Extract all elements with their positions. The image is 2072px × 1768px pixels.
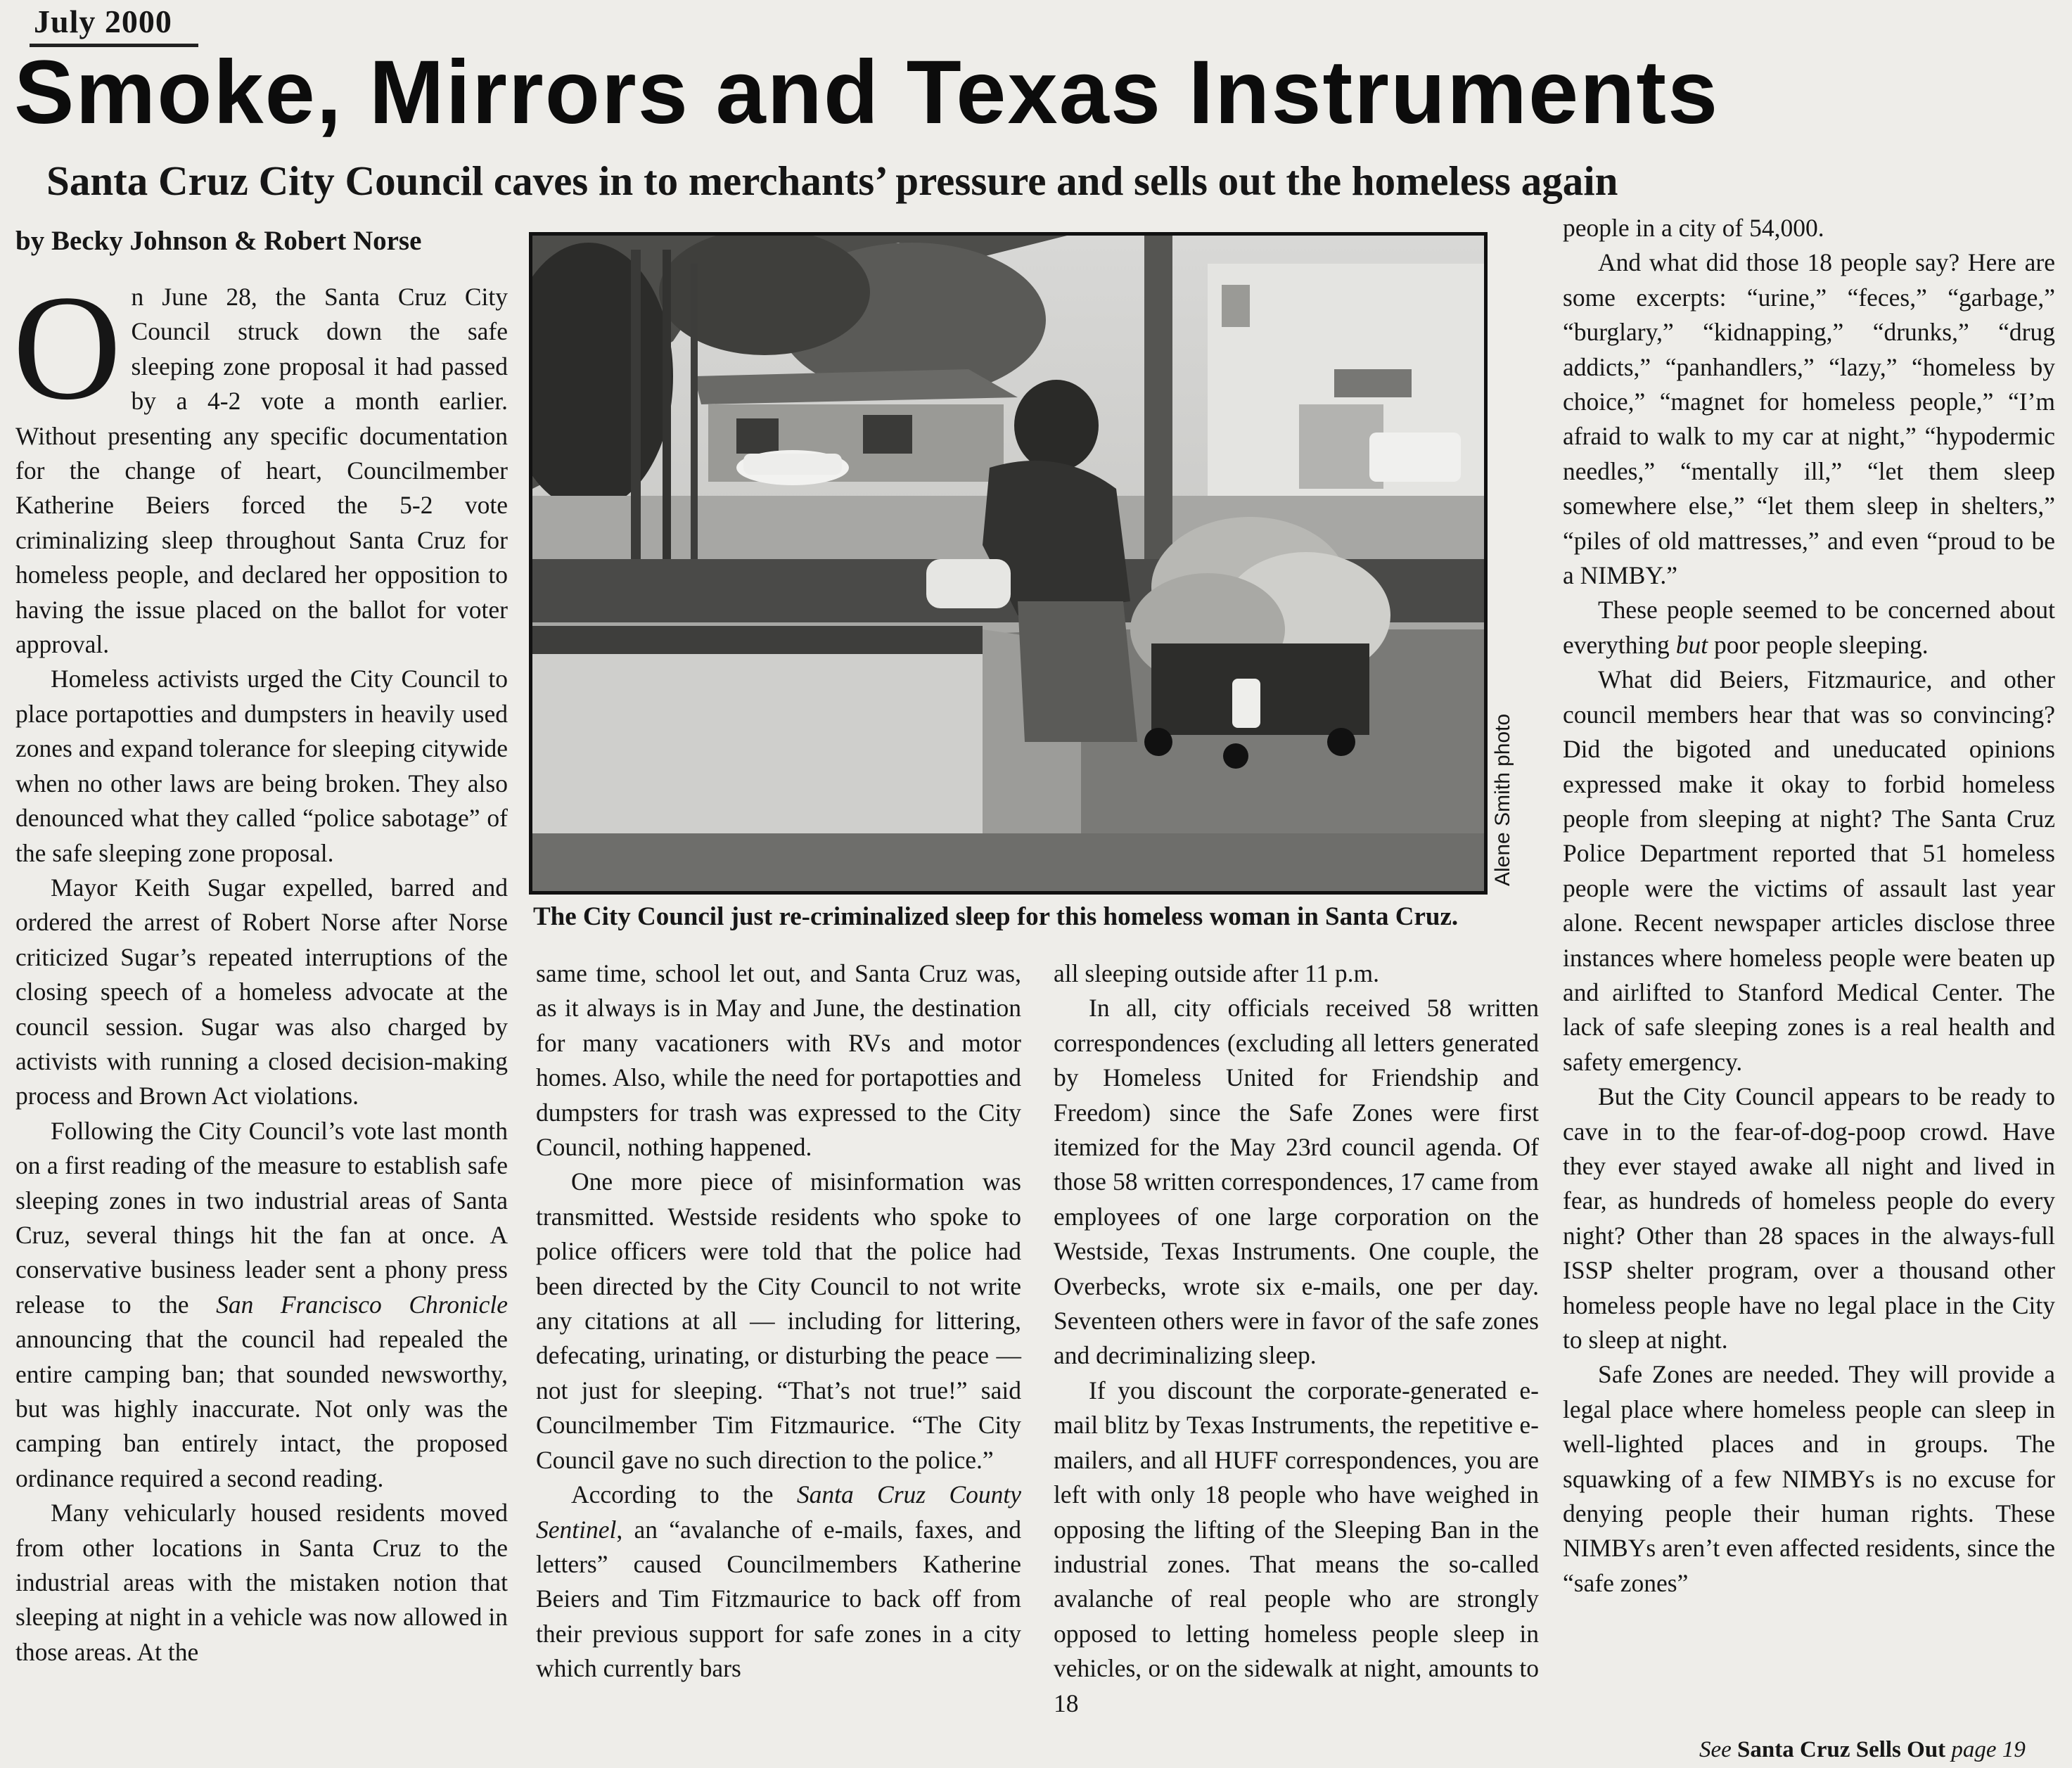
continuation-line (1699, 1736, 2026, 1764)
byline: by Becky Johnson & Robert Norse (15, 226, 422, 256)
paragraph: Safe Zones are needed. They will provide a legal place where homeless people can sleep in well-lighted places and in groups. The squawking of a few NIMBYs is no excuse for denying people their human rights. These NIMBYs aren’t even affected residents, since the “safe zones” (1563, 1360, 2055, 1597)
photo-caption: The City Council just re-criminalized sleep for this homeless woman in Santa Cruz. (533, 902, 1459, 931)
photo-credit: Alene Smith photo (1491, 713, 1514, 886)
paragraph: But the City Council appears to be ready to cave in to the fear-of-dog-poop crowd. Have they ever stayed awake all night and lived in fear, as hundreds of homeless people do every night? Other than 28 spaces in the always-full ISSP shelter program, over a thousand other homeless people have no legal place in the City to sleep at night. (1563, 1082, 2055, 1354)
article-column-1 (13, 264, 509, 1670)
paragraph: These people seemed to be concerned about everything but poor people sleeping. (1563, 596, 2055, 659)
headline: Smoke, Mirrors and Texas Instruments (14, 42, 1720, 143)
homeless-woman-photo (532, 236, 1484, 891)
subheadline: Santa Cruz City Council caves in to merchants’ pressure and sells out the homeless again (46, 158, 1618, 204)
paragraph: same time, school let out, and Santa Cruz was, as it always is in May and June, the destination for many vacationers with RVs and motor homes. Also, while the need for portapotties and dumpsters for trash was expressed to the City Council, nothing happened. (536, 959, 1021, 1162)
paragraph: In all, city officials received 58 written correspondences (excluding all letters generated by Homeless United for Friendship and Freedom) since the Safe Zones were first itemized for the May 23rd council agenda. Of those 58 written correspondences, 17 came from employees of one large corporation on the Westside, Texas Instruments. One couple, the Overbecks, wrote six e-mails, one per day. Seventeen others were in favor of the safe zones and decriminalizing sleep. (1054, 994, 1539, 1370)
paragraph: If you discount the corporate-generated e-mail blitz by Texas Instruments, the repetitive e-mailers, and all HUFF correspondences, you are left with only 18 people who have weighed in opposing the lifting of the Sleeping Ban in the industrial zones. That means the so-called avalanche of real people who are strongly opposed to letting homeless people sleep in vehicles, or on the sidewalk at night, amounts to 18 (1054, 1376, 1539, 1717)
paragraph: What did Beiers, Fitzmaurice, and other council members hear that was so convincing? Did the bigoted and uneducated opinions expressed make it okay to forbid homeless people from sleeping at night? The Santa Cruz Police Department reported that 51 homeless people were the victims of assault last year alone. Recent newspaper articles disclose three instances where homeless people were beaten up and airlifted to Stanford Medical Center. The lack of safe sleeping zones is a real health and safety emergency. (1563, 665, 2055, 1076)
paragraph: Following the City Council’s vote last month on a first reading of the measure to establish safe sleeping zones in two industrial areas of Santa Cruz, several things hit the fan at once. A conservative business leader sent a phony press release to the San Francisco Chronicle announcing that the council had repealed the entire camping ban; that sounded newsworthy, but was highly inaccurate. Not only was the camping ban entirely intact, the proposed ordinance required a second reading. (15, 1116, 509, 1492)
drop-cap: O (13, 264, 122, 431)
article-column-4 (1563, 211, 2055, 1601)
article-column-2 (536, 956, 1021, 1686)
paragraph: Mayor Keith Sugar expelled, barred and ordered the arrest of Robert Norse after Norse criticized Sugar’s repeated interruptions of the closing speech of a homeless advocate at the council session. Sugar was also charged by activists with running a closed decision-making process and Brown Act violations. (15, 873, 508, 1110)
paragraph: On June 28, the Santa Cruz City Council struck down the safe sleeping zone proposal it had passed by a 4-2 vote a month earlier. Without presenting any specific documentation for the change of heart, Councilmember Katherine Beiers forced the 5-2 vote criminalizing sleep throughout Santa Cruz for homeless people, and declared her opposition to having the issue placed on the ballot for voter approval. (13, 264, 508, 659)
jump-page: page 19 (1951, 1737, 2026, 1762)
paragraph: And what did those 18 people say? Here are some excerpts: “urine,” “feces,” “garbage,” “burglary,” “kidnapping,” “drunks,” “drug addicts,” “panhandlers,” “lazy,” “homeless by choice,” “magnet for homeless people,” “I’m afraid to walk to my car at night,” “hypodermic needles,” “mentally ill,” “let them sleep somewhere else,” “let them sleep in shelters,” “piles of old mattresses,” and even “proud to be a NIMBY.” (1563, 248, 2055, 590)
article-photo (529, 232, 1488, 895)
paragraph: Homeless activists urged the City Council to place portapotties and dumpsters in heavily used zones and expand tolerance for sleeping citywide when no other laws are being broken. They also denounced what they called “police sabotage” of the safe sleeping zone proposal. (15, 665, 508, 867)
paragraph: all sleeping outside after 11 p.m. (1054, 959, 1380, 987)
jump-see: See (1699, 1737, 1732, 1762)
paragraph: Many vehicularly housed residents moved from other locations in Santa Cruz to the industrial areas with the mistaken notion that sleeping at night in a vehicle was now allowed in those areas. At the (15, 1499, 508, 1666)
article-column-3 (1054, 956, 1539, 1721)
paragraph: According to the Santa Cruz County Sentinel, an “avalanche of e-mails, faxes, and letters” caused Councilmembers Katherine Beiers and Tim Fitzmaurice to back off from their previous support for safe zones in a city which currently bars (536, 1480, 1021, 1683)
paragraph: people in a city of 54,000. (1563, 214, 1824, 242)
paragraph: One more piece of misinformation was transmitted. Westside residents who spoke to police officers were told that the police had been directed by the City Council to not write any citations at all — including for littering, defecating, urinating, or disturbing the peace — not just for sleeping. “That’s not true!” said Councilmember Tim Fitzmaurice. “The City Council gave no such direction to the police.” (536, 1167, 1021, 1474)
jump-title: Santa Cruz Sells Out (1737, 1737, 1946, 1762)
issue-date: July 2000 (34, 4, 172, 39)
